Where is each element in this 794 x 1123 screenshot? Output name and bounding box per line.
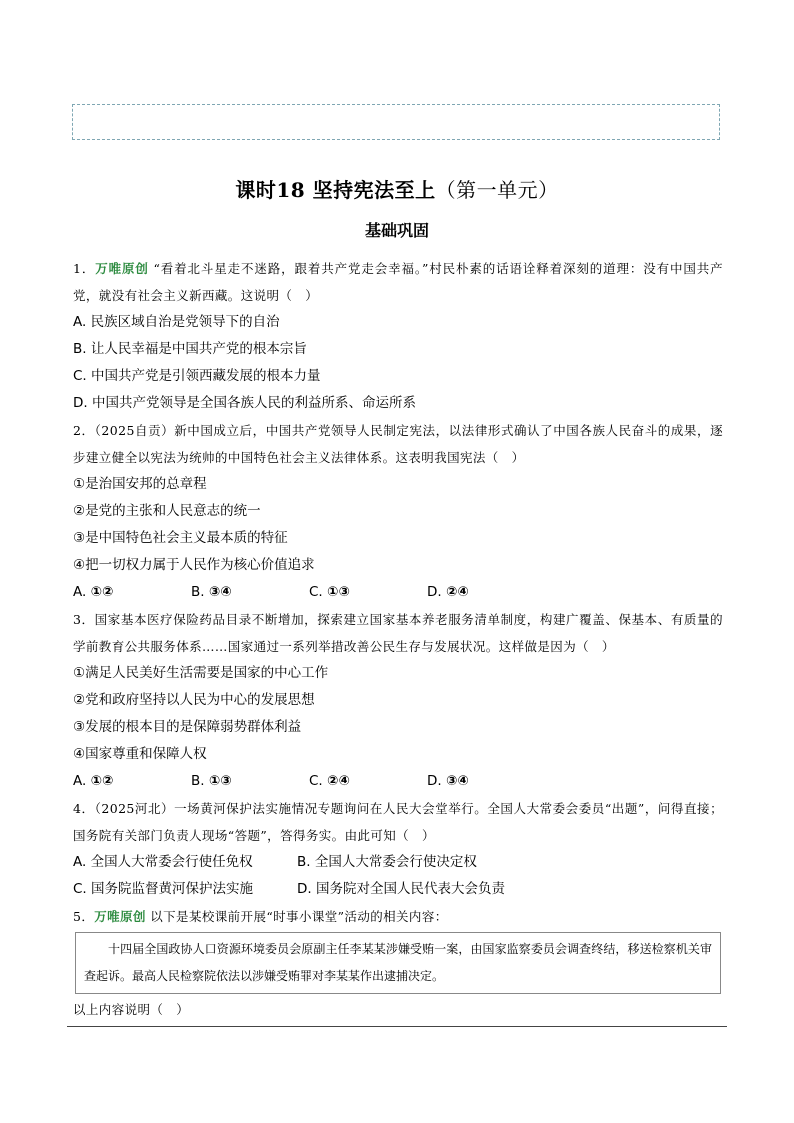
question-5 [73,903,723,1023]
option-d: D. 国务院对全国人民代表大会负责 [297,881,505,897]
statement-3: ③是中国特色社会主义最本质的特征 [73,530,288,546]
choice-a: A. ①② [73,584,114,600]
option-d: D. 中国共产党领导是全国各族人民的利益所系、命运所系 [73,395,416,411]
question-stem: 5．万唯原创 以下是某校课前开展“时事小课堂”活动的相关内容： [73,909,448,924]
question-stem: 1．万唯原创 “看着北斗星走不迷路，跟着共产党走会幸福。”村民朴素的话语诠释着深刻的道理：没有中国共产党，就没有社会主义新西藏。这说明（ ） [73,261,723,303]
question-list [73,255,723,1023]
statement-3: ③发展的根本目的是保障弱势群体利益 [73,719,302,735]
choice-a: A. ①② [73,773,114,789]
header-box [72,104,720,140]
question-tail: 以上内容说明（ ） [73,1002,190,1017]
page-divider [67,1026,727,1027]
choice-c: C. ②④ [309,773,350,789]
choice-d: D. ③④ [427,773,469,789]
statement-4: ④把一切权力属于人民作为核心价值追求 [73,557,315,573]
statement-1: ①满足人民美好生活需要是国家的中心工作 [73,665,329,681]
section-heading: 基础巩固 [364,221,429,240]
option-c: C. 国务院监督黄河保护法实施 [73,881,254,897]
choice-b: B. ③④ [191,584,232,600]
question-4 [73,795,723,903]
material-box: 十四届全国政协人口资源环境委员会原副主任李某某涉嫌受贿一案，由国家监察委员会调查终结，移送检察机关审查起诉。最高人民检察院依法以涉嫌受贿罪对李某某作出逮捕决定。 [75,932,721,994]
choice-c: C. ①③ [309,584,350,600]
choice-row [73,768,723,795]
choice-b: B. ①③ [191,773,232,789]
option-b: B. 让人民幸福是中国共产党的根本宗旨 [73,341,307,357]
question-stem: 4．（2025河北）一场黄河保护法实施情况专题询问在人民大会堂举行。全国人大常委会委员“出题”，问得直接；国务院有关部门负责人现场“答题”，答得务实。由此可知（ ） [73,801,723,843]
question-2 [73,417,723,606]
option-b: B. 全国人大常委会行使决定权 [297,854,477,870]
question-stem: 2．（2025自贡）新中国成立后，中国共产党领导人民制定宪法，以法律形式确认了中国各族人民奋斗的成果，逐步建立健全以宪法为统帅的中国特色社会主义法律体系。这表明我国宪法（ ） [73,423,723,465]
source-tag: 万唯原创 [95,261,149,276]
question-stem: 3．国家基本医疗保险药品目录不断增加，探索建立国家基本养老服务清单制度，构建广覆盖、保基本、有质量的学前教育公共服务体系……国家通过一系列举措改善公民生存与发展状况。这样做是因为（ ） [73,612,724,654]
source-tag: 万唯原创 [94,909,146,924]
choice-row [73,579,723,606]
statement-1: ①是治国安邦的总章程 [73,476,207,492]
statement-2: ②是党的主张和人民意志的统一 [73,503,261,519]
option-c: C. 中国共产党是引领西藏发展的根本力量 [73,368,321,384]
page-title: 课时18 坚持宪法至上（第一单元） [235,178,559,202]
statement-2: ②党和政府坚持以人民为中心的发展思想 [73,692,315,708]
choice-d: D. ②④ [427,584,469,600]
question-1 [73,255,723,417]
option-a: A. 民族区域自治是党领导下的自治 [73,314,280,330]
statement-4: ④国家尊重和保障人权 [73,746,207,762]
choice-row [73,876,723,903]
option-a: A. 全国人大常委会行使任免权 [73,854,253,870]
question-3 [73,606,723,795]
choice-row [73,849,723,876]
